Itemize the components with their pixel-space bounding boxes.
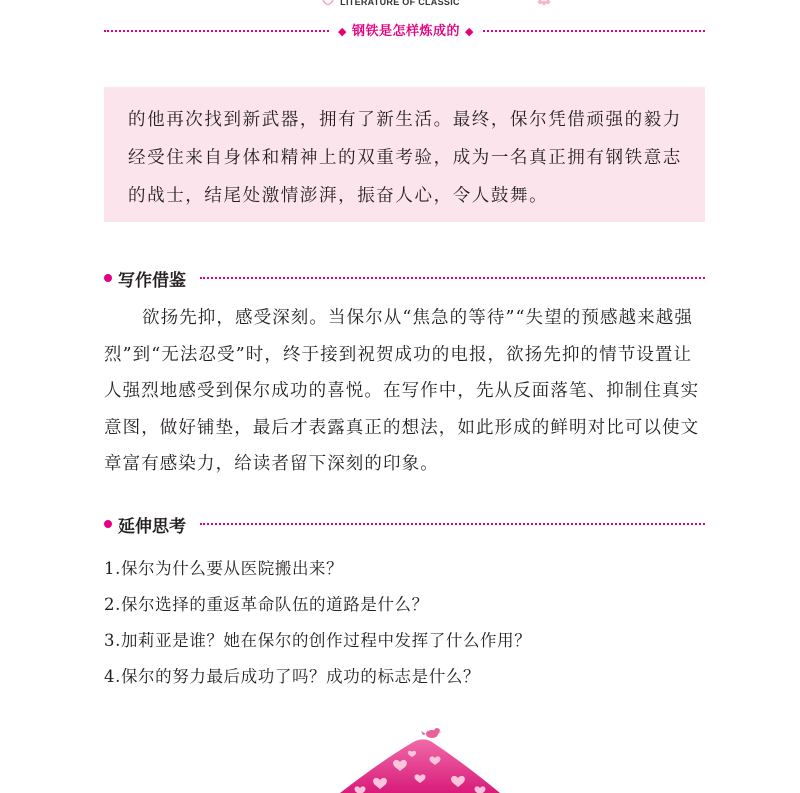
bullet-dot-icon [104, 520, 112, 528]
question-item: 3.加莉亚是谁？她在保尔的创作过程中发挥了什么作用？ [104, 631, 532, 650]
writing-text: 欲扬先抑，感受深刻。当保尔从“焦急的等待”“失望的预感越来越强烈”到“无法忍受”时，终于接到祝贺成功的电报，欲扬先抑的情节设置让人强烈地感受到保尔成功的喜悦。在写作中，先从反面落笔、抑制住真实意图，做好铺垫，最后才表露真正的想法，如此形成的鲜明对比可以使文章富有感染力，给读者留下深刻的印象。 [104, 308, 700, 474]
heart-ornament-icon [322, 0, 334, 7]
question-item: 4.保尔的努力最后成功了吗？成功的标志是什么？ [104, 667, 481, 686]
diamond-icon: ◆ [465, 25, 475, 38]
question-list [104, 551, 705, 695]
section-title: 写作借鉴 [118, 266, 192, 291]
summary-box [104, 87, 705, 222]
question-item: 1.保尔为什么要从医院搬出来？ [104, 559, 344, 578]
bird-icon [421, 728, 442, 738]
diamond-icon: ◆ [338, 25, 347, 38]
writing-paragraph [104, 300, 705, 483]
summary-text: 的他再次找到新武器，拥有了新生活。最终，保尔凭借顽强的毅力经受住来自身体和精神上的双重考验，成为一名真正拥有钢铁意志的战士，结尾处激情澎湃，振奋人心，令人鼓舞。 [128, 110, 682, 206]
running-title [330, 20, 482, 39]
section-heading-thinking [104, 512, 705, 536]
header-subtitle: LITERATURE OF CLASSIC [340, 0, 460, 7]
heart-mound-illustration [340, 722, 500, 793]
book-title: 钢铁是怎样炼成的 [352, 24, 461, 39]
flower-ornament-icon [537, 0, 551, 8]
section-title: 延伸思考 [118, 512, 192, 537]
section-heading-writing [104, 266, 705, 290]
bullet-dot-icon [104, 274, 112, 282]
question-item: 2.保尔选择的重返革命队伍的道路是什么？ [104, 595, 429, 614]
